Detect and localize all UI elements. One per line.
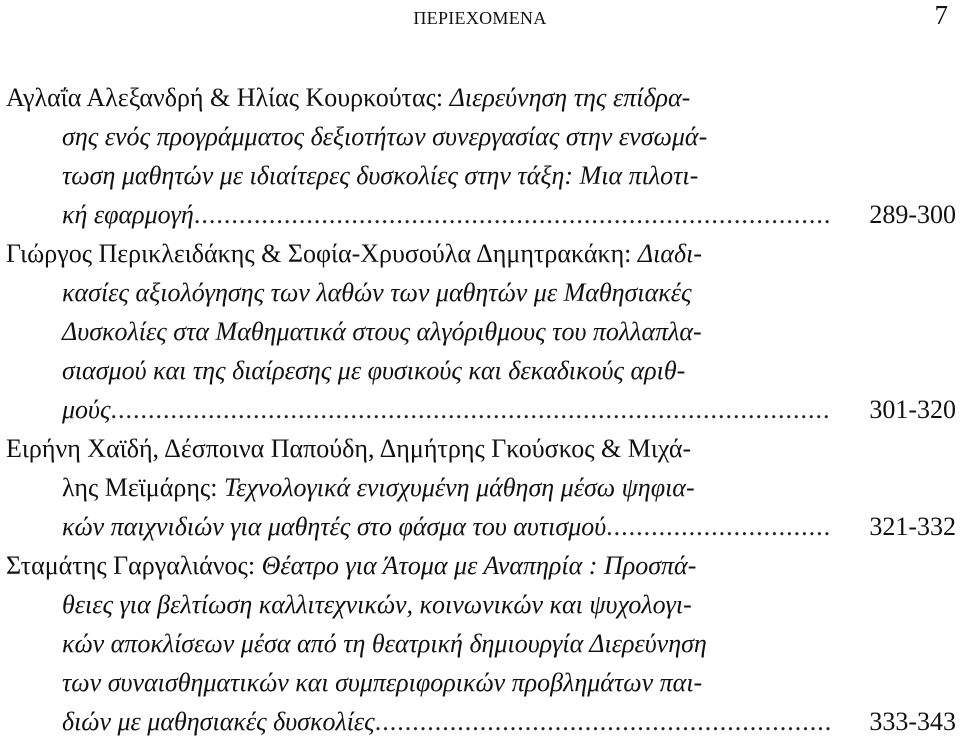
toc-entry [6,429,956,546]
page-number: 7 [934,0,948,30]
table-of-contents [6,78,956,741]
entry-author: λης Μεϊμάρης: [62,473,224,502]
entry-author: Σταμάτης Γαργαλιάνος: [6,551,262,580]
toc-line [6,663,956,702]
entry-title: Θέατρο για Άτομα με Αναπηρία : Προσπά- [261,551,697,580]
toc-entry [6,546,956,741]
entry-title: σιασμού και της διαίρεσης με φυσικούς και δεκαδικούς αριθ- [62,356,686,385]
toc-line [6,546,956,585]
toc-line [6,390,956,429]
toc-entry [6,78,956,234]
entry-title: των συναισθηματικών και συμπεριφορικών προβλημάτων παι- [62,668,703,697]
toc-line [6,507,956,546]
dot-leader [111,390,832,429]
toc-entry [6,234,956,429]
entry-title: σης ενός προγράμματος δεξιοτήτων συνεργασίας στην ενσωμά- [62,122,708,151]
entry-title: Δυσκολίες στα Μαθηματικά στους αλγόριθμους του πολλαπλα- [62,317,702,346]
toc-line [6,234,956,273]
section-title: ΠΕΡΙΕΧΟΜΕΝΑ [413,8,547,28]
toc-line [6,117,956,156]
toc-line [6,624,956,663]
dot-leader [375,702,832,741]
toc-line [6,312,956,351]
entry-title: τωση μαθητών με ιδιαίτερες δυσκολίες στην τάξη: Μια πιλοτι- [62,161,699,190]
entry-title: μούς [62,395,111,424]
entry-title: διών με μαθησιακές δυσκολίες [62,707,375,736]
dot-leader [194,195,832,234]
entry-pages: 333-343 [869,707,956,736]
toc-line [6,429,956,468]
entry-title: κών παιχνιδιών για μαθητές στο φάσμα του αυτισμού [62,512,607,541]
entry-title: θειες για βελτίωση καλλιτεχνικών, κοινωνικών και ψυχολογι- [62,590,692,619]
entry-title: κών αποκλίσεων μέσα από τη θεατρική δημιουργία Διερεύνηση [62,629,707,658]
entry-pages: 321-332 [869,512,956,541]
toc-line [6,468,956,507]
toc-line [6,351,956,390]
toc-line [6,78,956,117]
toc-line [6,702,956,741]
entry-title: Διερεύνηση της επίδρα- [449,83,691,112]
entry-title: Διαδι- [637,239,703,268]
toc-line [6,156,956,195]
toc-line [6,195,956,234]
entry-title: κασίες αξιολόγησης των λαθών των μαθητών με Μαθησιακές [62,278,692,307]
entry-author: Γιώργος Περικλειδάκης & Σοφία-Χρυσούλα Δημητρακάκη: [6,239,638,268]
dot-leader [606,507,832,546]
entry-title: Τεχνολογικά ενισχυμένη μάθηση μέσω ψηφια- [223,473,695,502]
entry-author: Αγλαΐα Αλεξανδρή & Ηλίας Κουρκούτας: [6,83,450,112]
toc-line [6,273,956,312]
entry-title: κή εφαρμογή [62,200,194,229]
entry-pages: 301-320 [869,395,956,424]
toc-line [6,585,956,624]
entry-author: Ειρήνη Χαϊδή, Δέσποινα Παπούδη, Δημήτρης Γκούσκος & Μιχά- [6,434,692,463]
entry-pages: 289-300 [869,200,956,229]
